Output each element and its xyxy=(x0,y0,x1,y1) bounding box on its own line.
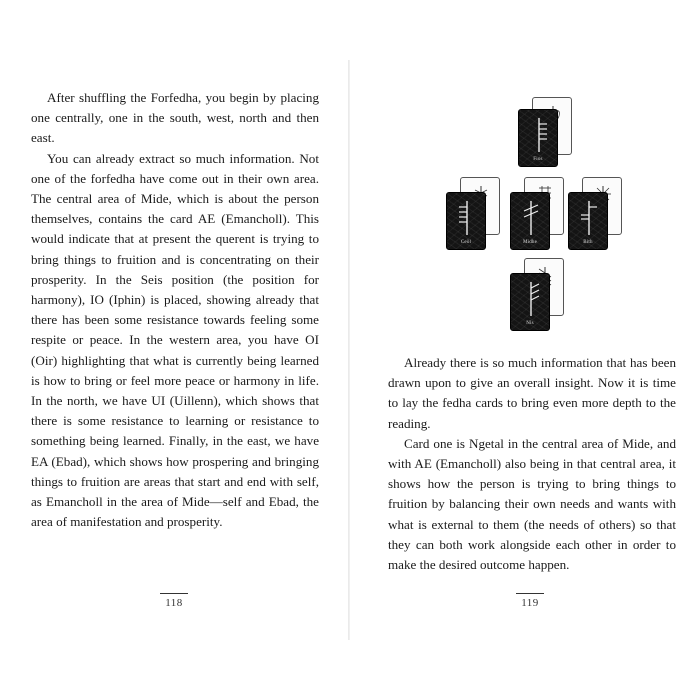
card-south xyxy=(510,273,550,331)
paragraph: Card one is Ngetal in the central area of Mide, and with AE (Emancholl) also being in that central area, it shows how the person is trying to bring things to fruition by balancing their own needs and wants with what is external to them (the needs of others) so that they can both work alongside each other in order to make the desired outcome happen. xyxy=(388,435,676,573)
card-label: Fios xyxy=(533,157,543,162)
paragraph: After shuffling the Forfedha, you begin by placing one centrally, one in the south, west, north and then east. xyxy=(31,90,319,146)
paragraph: You can already extract so much information. Not one of the forfedha have come out in their own area. The central area of Mide, which is about the person themselves, contains the card AE (Emancholl). This would indicate that at present the querent is trying to bring things to fruition and is concentrating on their prosperity. In the Seis position (the position for harmony), IO (Iphin) is placed, showing already that there has been some resistance towards feeling some respite or peace. In the western area, you have OI (Oir) highlighting that what is currently being learned is how to bring or feel more peace or harmony in life. In the north, we have UI (Uillenn), which shows that there is some resistance to learning or resistance to something being learned. Finally, in the east, we have EA (Ebad), which shows how prospering and bringing things to fruition are areas that start and end with self, as Emancholl in the area of Mide—self and Ebad, the area of manifestation and prosperity. xyxy=(31,150,319,530)
right-page xyxy=(350,0,700,700)
left-page xyxy=(0,0,348,700)
folio-rule xyxy=(516,593,544,594)
card-spread-illustration xyxy=(350,0,700,350)
card-label: Ceòl xyxy=(460,240,472,245)
card-north xyxy=(518,109,558,167)
card-label: Bith xyxy=(583,240,593,245)
page-number: 119 xyxy=(521,597,539,609)
folio-rule xyxy=(160,593,188,594)
paragraph: Already there is so much information that has been drawn upon to give an overall insight. Now it is time to lay the fedha cards to bring even more depth to the reading. xyxy=(388,355,676,431)
page-number: 118 xyxy=(165,597,183,609)
card-centre xyxy=(510,192,550,250)
card-label: Mìdhe xyxy=(522,240,538,245)
card-east xyxy=(568,192,608,250)
left-page-text xyxy=(31,88,319,532)
card-west xyxy=(446,192,486,250)
right-page-text xyxy=(388,353,676,575)
card-label: Nìs xyxy=(526,321,534,326)
